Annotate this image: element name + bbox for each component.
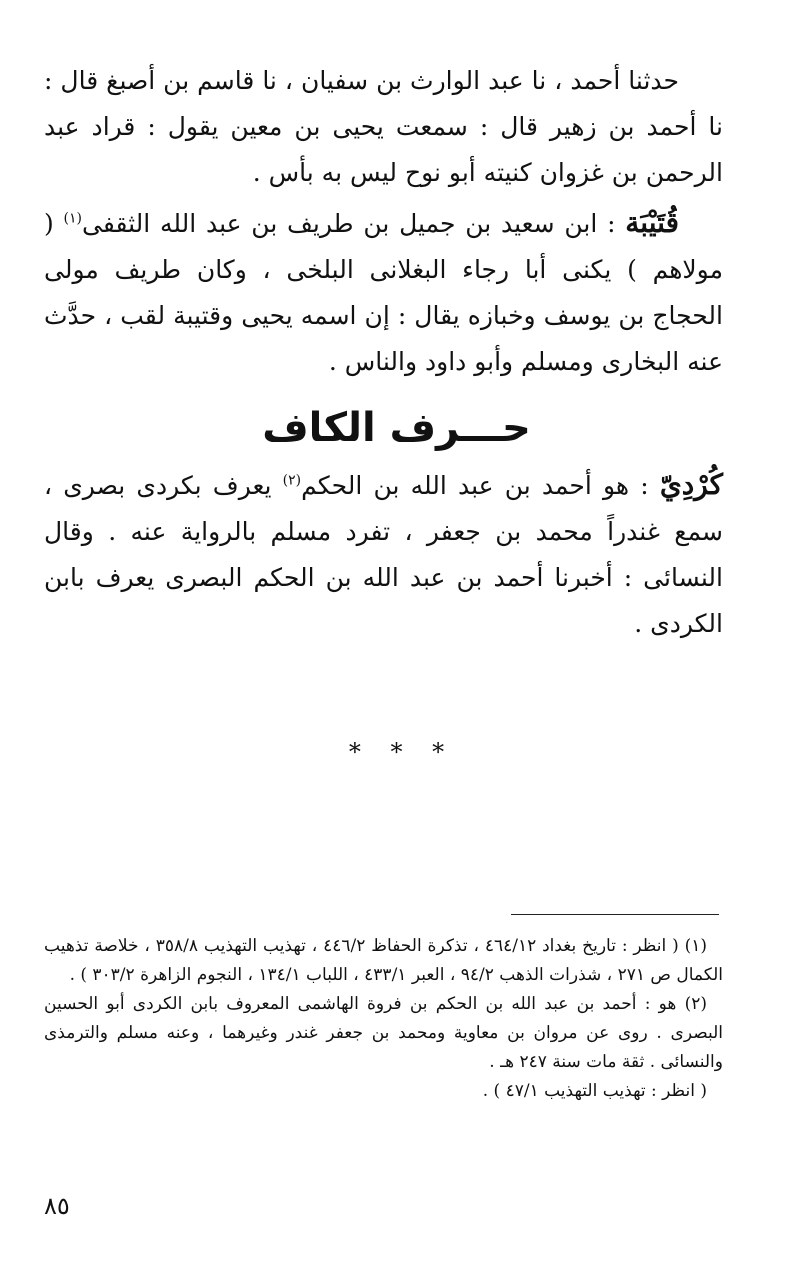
paragraph-1-text: حدثنا أحمد ، نا عبد الوارث بن سفيان ، نا قاسم بن أصبغ قال : نا أحمد بن زهير قال : سمعت يحيى بن معين يقول : قراد عبد الرحمن بن غزوان كنيته أبو نوح ليس به بأس . xyxy=(44,66,723,187)
footnote-1: (١) ( انظر : تاريخ بغداد ٤٦٤/١٢ ، تذكرة الحفاظ ٤٤٦/٢ ، تهذيب التهذيب ٣٥٨/٨ ، خلاصة تذهيب الكمال ص ٢٧١ ، شذرات الذهب ٩٤/٢ ، العبر ٤٣٣/١ ، اللباب ١٣٤/١ ، النجوم الزاهرة ٣٠٣/٢ ) . xyxy=(44,936,723,985)
footnotes xyxy=(44,932,723,1106)
entry-text-start: هو أحمد بن عبد الله بن الحكم xyxy=(301,471,630,500)
entry-term-kurdi: كُرْدِيّ xyxy=(659,468,723,501)
entry-term-qutaybah: قُتَيْبَة xyxy=(625,206,679,239)
footnote-ref-2[interactable]: (٢) xyxy=(282,472,302,489)
footnote-2: (٢) هو : أحمد بن عبد الله بن الحكم بن فروة الهاشمى المعروف بابن الكردى أبو الحسين البصرى . روى عن مروان بن معاوية ومحمد بن جعفر غندر وغيرهما ، وعنه مسلم والترمذى والنسائى . ثقة مات سنة ٢٤٧ هـ . xyxy=(44,994,723,1072)
entry-kurdi xyxy=(44,462,723,647)
entry-qutaybah xyxy=(44,200,723,385)
section-heading: حـــرف الكاف xyxy=(262,405,531,451)
entry-text-rest: يعرف بكردى بصرى ، سمع غندراً محمد بن جعفر ، تفرد مسلم بالرواية عنه . وقال النسائى : أخبرنا أحمد بن عبد الله بن الحكم البصرى يعرف بابن الكردى . xyxy=(44,471,723,638)
entry-text-start: ابن سعيد بن جميل بن طريف بن عبد الله الثقفى xyxy=(81,209,598,238)
page-number: ٨٥ xyxy=(44,1192,70,1220)
paragraph-1 xyxy=(44,58,723,196)
footnote-divider xyxy=(511,914,719,915)
entry-text-rest: ( مولاهم ) يكنى أبا رجاء البغلانى البلخى ، وكان طريف مولى الحجاج بن يوسف وخبازه يقال : إن اسمه يحيى وقتيبة لقب ، حدَّث عنه البخارى ومسلم وأبو داود والناس . xyxy=(44,209,723,376)
entry-term-separator: : xyxy=(629,471,660,500)
entry-term-separator: : xyxy=(597,209,626,238)
footnote-ref-1[interactable]: (١) xyxy=(63,210,82,227)
separator-stars: * * * xyxy=(348,738,445,766)
footnote-2-reference: ( انظر : تهذيب التهذيب ٤٧/١ ) . xyxy=(482,1081,707,1101)
